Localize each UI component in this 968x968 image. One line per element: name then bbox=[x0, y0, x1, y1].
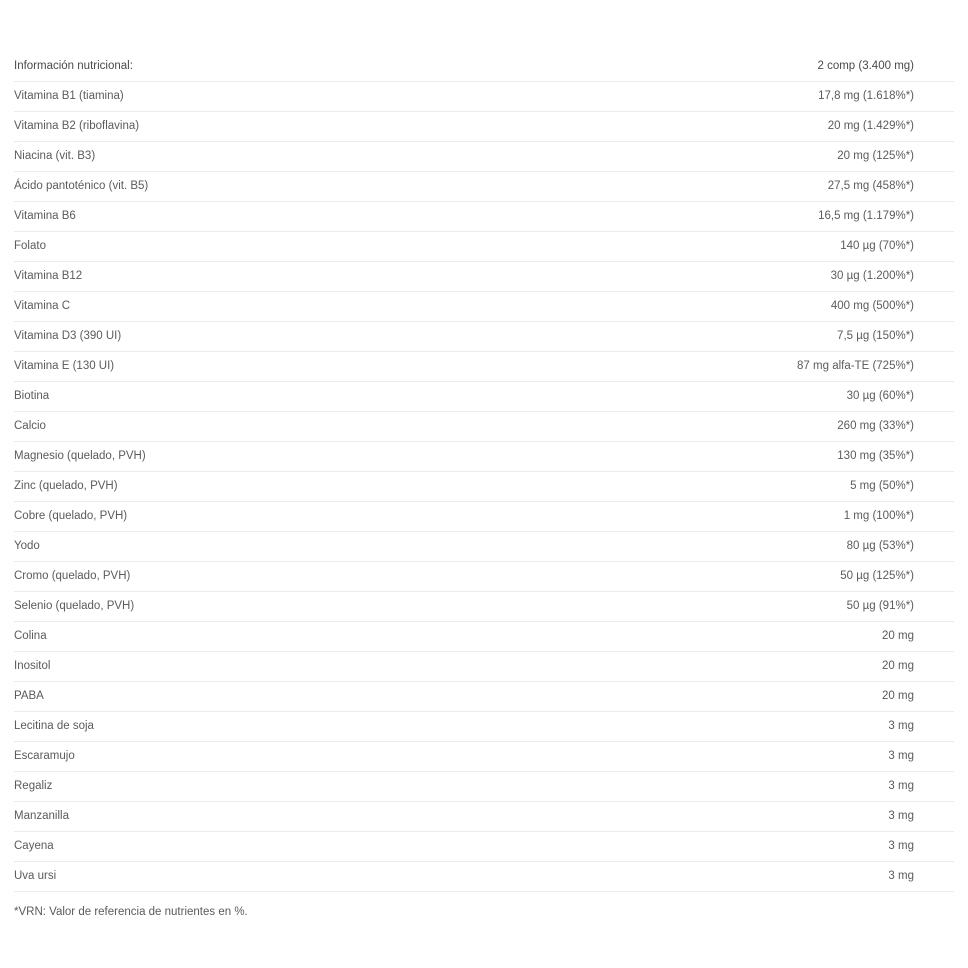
nutrient-name: Lecitina de soja bbox=[14, 720, 94, 732]
nutrient-amount: 27,5 mg (458%*) bbox=[827, 180, 914, 192]
table-row bbox=[14, 592, 954, 622]
table-row bbox=[14, 622, 954, 652]
table-row bbox=[14, 772, 954, 802]
nutrient-name: Magnesio (quelado, PVH) bbox=[14, 450, 146, 462]
table-header bbox=[14, 52, 954, 82]
nutrient-name: Ácido pantoténico (vit. B5) bbox=[14, 180, 149, 192]
table-row bbox=[14, 742, 954, 772]
nutrient-amount: 20 mg bbox=[882, 690, 914, 702]
nutrient-amount: 130 mg (35%*) bbox=[837, 450, 914, 462]
nutrient-name: Vitamina C bbox=[14, 300, 71, 312]
nutrient-name: Vitamina B1 (tiamina) bbox=[14, 90, 124, 102]
table-row bbox=[14, 532, 954, 562]
nutrient-amount: 140 µg (70%*) bbox=[840, 240, 914, 252]
table-row bbox=[14, 112, 954, 142]
nutrient-name: Uva ursi bbox=[14, 870, 57, 882]
table-row bbox=[14, 472, 954, 502]
table-body bbox=[14, 82, 954, 892]
nutrient-amount: 3 mg bbox=[888, 720, 914, 732]
table-row bbox=[14, 802, 954, 832]
footnote: *VRN: Valor de referencia de nutrientes en %. bbox=[14, 906, 248, 918]
table-row bbox=[14, 142, 954, 172]
nutrient-name: Regaliz bbox=[14, 780, 53, 792]
nutrient-amount: 1 mg (100%*) bbox=[843, 510, 914, 522]
nutrient-name: Biotina bbox=[14, 390, 50, 402]
table-header-row bbox=[14, 52, 954, 82]
nutrient-amount: 50 µg (91%*) bbox=[846, 600, 914, 612]
nutrient-amount: 3 mg bbox=[888, 840, 914, 852]
nutrient-amount: 17,8 mg (1.618%*) bbox=[818, 90, 914, 102]
nutrient-amount: 30 µg (1.200%*) bbox=[830, 270, 914, 282]
table-row bbox=[14, 382, 954, 412]
nutrient-name: Vitamina B2 (riboflavina) bbox=[14, 120, 140, 132]
nutrient-name: Inositol bbox=[14, 660, 51, 672]
nutrient-name: Cayena bbox=[14, 840, 54, 852]
nutrient-name: Cromo (quelado, PVH) bbox=[14, 570, 131, 582]
nutrient-amount: 80 µg (53%*) bbox=[846, 540, 914, 552]
nutrient-name: Vitamina D3 (390 UI) bbox=[14, 330, 122, 342]
nutrient-name: Yodo bbox=[14, 540, 40, 552]
nutrient-amount: 5 mg (50%*) bbox=[850, 480, 914, 492]
table-row bbox=[14, 442, 954, 472]
nutrient-name: PABA bbox=[14, 690, 44, 702]
column-header-serving: 2 comp (3.400 mg) bbox=[817, 60, 914, 72]
nutrient-name: Vitamina B12 bbox=[14, 270, 83, 282]
table-row bbox=[14, 82, 954, 112]
nutrient-amount: 20 mg (125%*) bbox=[837, 150, 914, 162]
nutrient-amount: 20 mg bbox=[882, 660, 914, 672]
table-row bbox=[14, 292, 954, 322]
nutrient-amount: 260 mg (33%*) bbox=[837, 420, 914, 432]
nutrient-name: Folato bbox=[14, 240, 46, 252]
nutrient-amount: 50 µg (125%*) bbox=[840, 570, 914, 582]
nutrient-name: Vitamina B6 bbox=[14, 210, 76, 222]
table-row bbox=[14, 352, 954, 382]
nutrient-amount: 16,5 mg (1.179%*) bbox=[818, 210, 914, 222]
table-row bbox=[14, 712, 954, 742]
table-row bbox=[14, 262, 954, 292]
table-row bbox=[14, 172, 954, 202]
table-row bbox=[14, 682, 954, 712]
nutrient-name: Escaramujo bbox=[14, 750, 75, 762]
nutrient-name: Zinc (quelado, PVH) bbox=[14, 480, 118, 492]
table-row bbox=[14, 232, 954, 262]
nutrient-amount: 30 µg (60%*) bbox=[846, 390, 914, 402]
nutrient-name: Cobre (quelado, PVH) bbox=[14, 510, 128, 522]
nutrient-amount: 3 mg bbox=[888, 870, 914, 882]
table-row bbox=[14, 502, 954, 532]
table-row bbox=[14, 562, 954, 592]
table-row bbox=[14, 322, 954, 352]
table-row bbox=[14, 862, 954, 892]
nutrient-name: Manzanilla bbox=[14, 810, 69, 822]
table-row bbox=[14, 832, 954, 862]
nutrient-amount: 20 mg bbox=[882, 630, 914, 642]
table-row bbox=[14, 652, 954, 682]
nutrient-name: Selenio (quelado, PVH) bbox=[14, 600, 135, 612]
nutrient-amount: 87 mg alfa-TE (725%*) bbox=[797, 360, 914, 372]
nutrient-name: Niacina (vit. B3) bbox=[14, 150, 96, 162]
nutrient-amount: 20 mg (1.429%*) bbox=[827, 120, 914, 132]
table-row bbox=[14, 412, 954, 442]
nutrition-table bbox=[14, 52, 954, 892]
nutrient-name: Calcio bbox=[14, 420, 46, 432]
column-header-nutrient: Información nutricional: bbox=[14, 60, 133, 72]
nutrient-name: Colina bbox=[14, 630, 47, 642]
nutrient-amount: 7,5 µg (150%*) bbox=[837, 330, 914, 342]
nutrient-name: Vitamina E (130 UI) bbox=[14, 360, 115, 372]
nutrient-amount: 3 mg bbox=[888, 780, 914, 792]
nutrient-amount: 400 mg (500%*) bbox=[830, 300, 914, 312]
table-row bbox=[14, 202, 954, 232]
nutrient-amount: 3 mg bbox=[888, 750, 914, 762]
nutrient-amount: 3 mg bbox=[888, 810, 914, 822]
